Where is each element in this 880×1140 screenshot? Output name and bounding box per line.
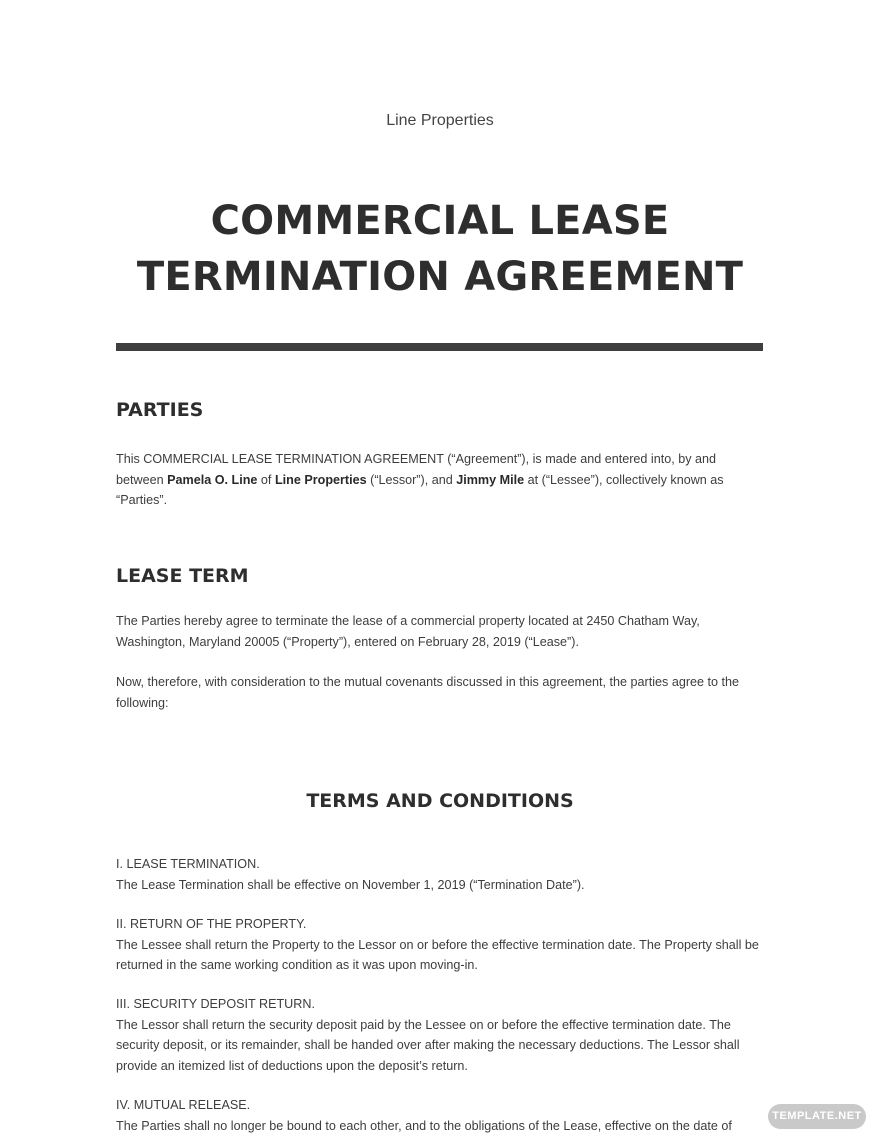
clause-body: The Lessee shall return the Property to the Lessor on or before the effective termination date. The Property shall be returned in the same working condition as it was upon moving-in. bbox=[116, 937, 759, 972]
lease-term-paragraph-1: The Parties hereby agree to terminate the lease of a commercial property located at 2450 Chatham Way, Washington, Maryland 20005 (“Property”), entered on February 28, 2019 (“Lease”). bbox=[116, 614, 700, 649]
clause-body: The Lease Termination shall be effective on November 1, 2019 (“Termination Date”). bbox=[116, 877, 585, 892]
clause-title: I. LEASE TERMINATION. bbox=[116, 857, 260, 871]
parties-text-1: This COMMERCIAL LEASE TERMINATION AGREEMENT (“Agreement”), is made and entered into, by and between bbox=[116, 452, 717, 487]
parties-text-3: (“Lessor”), and bbox=[366, 472, 457, 487]
company-name: Line Properties bbox=[386, 112, 494, 129]
title-line-2: TERMINATION AGREEMENT bbox=[136, 254, 744, 300]
parties-heading: PARTIES bbox=[116, 399, 204, 421]
clause-return-of-property bbox=[116, 914, 766, 976]
clause-security-deposit bbox=[116, 994, 766, 1076]
lessor-name: Pamela O. Line bbox=[167, 472, 258, 487]
clause-title: III. SECURITY DEPOSIT RETURN. bbox=[116, 997, 315, 1011]
lease-term-paragraph-2: Now, therefore, with consideration to the mutual covenants discussed in this agreement, the parties agree to the following: bbox=[116, 675, 740, 710]
lessor-company: Line Properties bbox=[274, 472, 367, 487]
clause-title: II. RETURN OF THE PROPERTY. bbox=[116, 917, 307, 931]
parties-text-4: at (“Lessee”), collectively known as “Parties”. bbox=[116, 472, 724, 507]
clause-body: The Parties shall no longer be bound to each other, and to the obligations of the Lease, effective on the date of bbox=[116, 1118, 732, 1133]
clause-mutual-release bbox=[116, 1095, 766, 1136]
parties-paragraph bbox=[116, 449, 766, 511]
clause-title: IV. MUTUAL RELEASE. bbox=[116, 1098, 251, 1112]
terms-heading: TERMS AND CONDITIONS bbox=[306, 790, 574, 812]
clause-lease-termination bbox=[116, 854, 766, 895]
lease-term-heading: LEASE TERM bbox=[116, 565, 249, 587]
lessee-name: Jimmy Mile bbox=[456, 472, 525, 487]
title-divider bbox=[116, 343, 763, 351]
title-line-1: COMMERCIAL LEASE bbox=[210, 198, 670, 244]
parties-text-2: of bbox=[257, 472, 275, 487]
clause-body: The Lessor shall return the security deposit paid by the Lessee on or before the effective termination date. The security deposit, or its remainder, shall be handed over after making the necessary deductions. The Lessor shall provide an itemized list of deductions upon the deposit’s return. bbox=[116, 1017, 740, 1073]
document-title bbox=[0, 193, 880, 305]
template-watermark: TEMPLATE.NET bbox=[768, 1104, 866, 1129]
